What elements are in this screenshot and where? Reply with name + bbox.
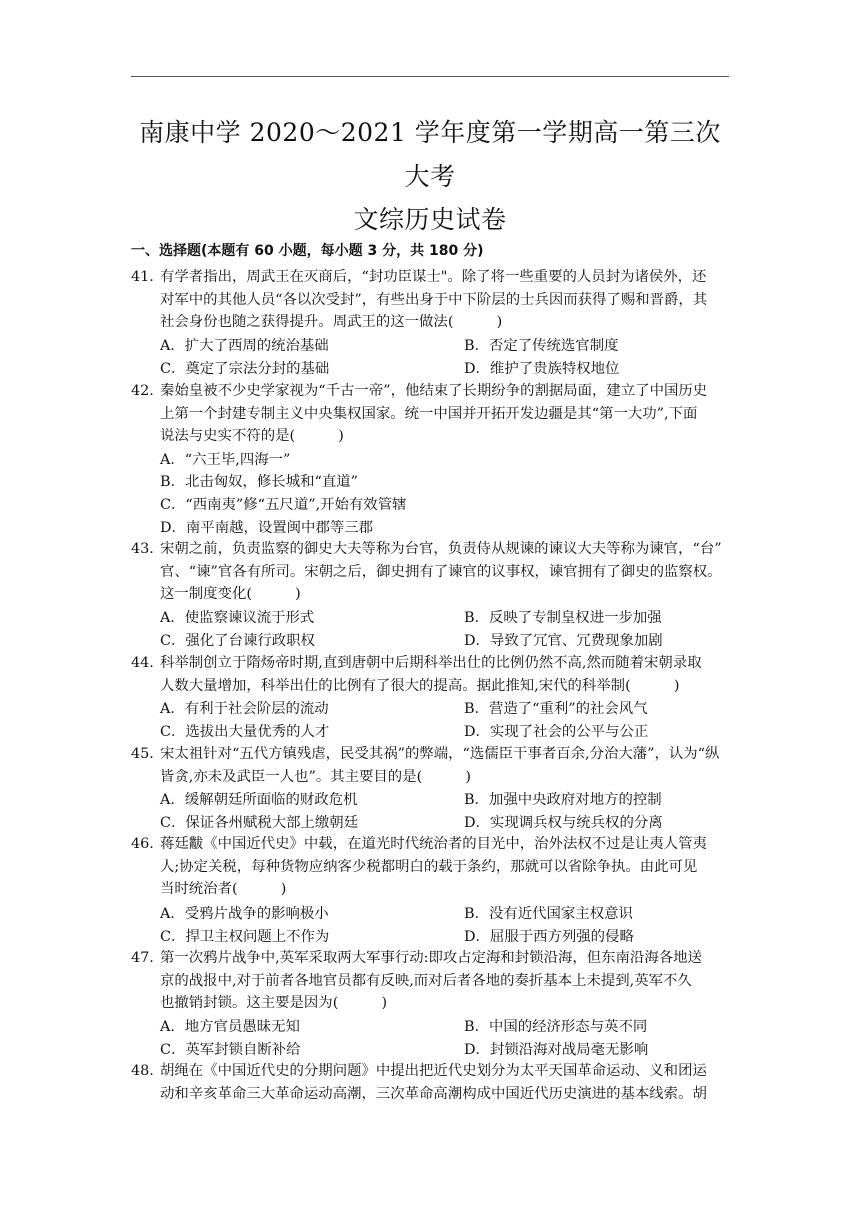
question-48 <box>131 1060 731 1105</box>
option-c[interactable]: C．奠定了宗法分封的基础 <box>160 361 330 377</box>
option-b[interactable]: B．营造了“重利”的社会风气 <box>464 701 648 717</box>
option-c[interactable]: C．保证各州赋税大部上缴朝廷 <box>160 815 359 831</box>
question-text: 有学者指出，周武王在灭商后，“封功臣谋士"。除了将一些重要的人员封为诸侯外，还 <box>160 269 707 285</box>
option-a[interactable]: A．地方官员愚昧无知 <box>160 1019 300 1035</box>
question-text: 动和辛亥革命三大革命运动高潮，三次革命高潮构成中国近代历史演进的基本线索。胡 <box>160 1085 707 1102</box>
question-text: 人;协定关税，每种货物应纳客少税都明白的载于条约，那就可以省除争执。由此可见 <box>160 858 698 875</box>
exam-title-line1: 南康中学 2020～2021 学年度第一学期高一第三次 <box>139 118 721 147</box>
option-c[interactable]: C．“西南夷”修“五尺道”,开始有效管辖 <box>160 497 407 513</box>
option-d[interactable]: D．导致了冗官、冗费现象加剧 <box>464 633 663 649</box>
question-number: 45. <box>131 746 154 762</box>
question-text: 宋朝之前，负责监察的御史大夫等称为台官，负责侍从规谏的谏议大夫等称为谏官，“台” <box>160 541 722 557</box>
question-text: 皆贪,亦未及武臣一人也”。其主要目的是( ) <box>160 768 471 785</box>
question-number: 43. <box>131 541 154 557</box>
option-b[interactable]: B．否定了传统选官制度 <box>464 338 619 354</box>
option-a[interactable]: A．使监察谏议流于形式 <box>160 610 315 626</box>
option-b[interactable]: B．加强中央政府对地方的控制 <box>464 792 662 808</box>
option-b[interactable]: B．北击匈奴，修长城和“直道” <box>160 474 358 490</box>
question-number: 47. <box>131 950 154 966</box>
option-c[interactable]: C．英军封锁自断补给 <box>160 1042 301 1058</box>
option-d[interactable]: D．实现调兵权与统兵权的分离 <box>464 815 663 831</box>
question-text: 也撤销封锁。这主要是因为( ) <box>160 995 388 1012</box>
question-text: 当时统治者( ) <box>160 881 287 898</box>
question-text: 宋太祖针对“五代方镇残虐，民受其祸”的弊端，“选儒臣干事者百余,分治大藩”，认为“纵 <box>160 746 720 762</box>
question-text: 上第一个封建专制主义中央集权国家。统一中国并开拓开发边疆是其“第一大功”,下面 <box>160 405 698 422</box>
question-text: 胡绳在《中国近代史的分期问题》中提出把近代史划分为太平天国革命运动、义和团运 <box>160 1063 707 1079</box>
question-text: 蒋廷黻《中国近代史》中载，在道光时代统治者的目光中，治外法权不过是让夷人管夷 <box>160 836 707 852</box>
question-text: 官、“谏”官各有所司。宋朝之后，御史拥有了谏官的议事权，谏官拥有了御史的监察权。 <box>160 563 722 580</box>
question-41 <box>131 266 731 334</box>
question-text: 秦始皇被不少史学家视为“千古一帝”，他结束了长期纷争的割据局面，建立了中国历史 <box>160 383 708 399</box>
question-42 <box>131 380 731 448</box>
option-d[interactable]: D．实现了社会的公平与公正 <box>464 724 649 740</box>
option-c[interactable]: C．捍卫主权问题上不作为 <box>160 929 330 945</box>
question-43 <box>131 538 731 606</box>
exam-subtitle: 文综历史试卷 <box>353 205 507 234</box>
question-number: 46. <box>131 836 154 852</box>
option-b[interactable]: B．反映了专制皇权进一步加强 <box>464 610 662 626</box>
header-rule <box>131 76 729 77</box>
question-text: 对军中的其他人员“各以次受封”，有些出身于中下阶层的士兵因而获得了赐和晋爵，其 <box>160 291 708 308</box>
option-d[interactable]: D．南平南越，设置闽中郡等三郡 <box>160 520 374 536</box>
question-number: 42. <box>131 383 154 399</box>
question-44 <box>131 652 731 697</box>
question-text: 说法与史实不符的是( ) <box>160 428 344 445</box>
question-number: 48. <box>131 1063 154 1079</box>
option-a[interactable]: A．缓解朝廷所面临的财政危机 <box>160 792 358 808</box>
question-text: 京的战报中,对于前者各地官员都有反映,而对后者各地的奏折基本上未提到,英军不久 <box>160 972 692 989</box>
option-b[interactable]: B．中国的经济形态与英不同 <box>464 1019 648 1035</box>
question-text: 科举制创立于隋炀帝时期,直到唐朝中后期科举出仕的比例仍然不高,然而随着宋朝录取 <box>160 655 702 671</box>
exam-title-line2: 大考 <box>404 162 456 191</box>
question-text: 社会身份也随之获得提升。周武王的这一做法( ) <box>160 314 503 331</box>
option-c[interactable]: C．强化了台谏行政职权 <box>160 633 315 649</box>
option-a[interactable]: A．受鸦片战争的影响极小 <box>160 906 329 922</box>
question-text: 人数大量增加，科举出仕的比例有了很大的提高。据此推知,宋代的科举制( ) <box>160 677 680 694</box>
option-d[interactable]: D．维护了贵族特权地位 <box>464 361 620 377</box>
option-a[interactable]: A．有利于社会阶层的流动 <box>160 701 329 717</box>
option-b[interactable]: B．没有近代国家主权意识 <box>464 906 633 922</box>
section-heading: 一、选择题(本题有 60 小题，每小题 3 分，共 180 分) <box>131 243 484 259</box>
question-text: 第一次鸦片战争中,英军采取两大军事行动:即攻占定海和封锁沿海，但东南沿海各地送 <box>160 950 702 966</box>
option-c[interactable]: C．选拔出大量优秀的人才 <box>160 724 330 740</box>
question-number: 44. <box>131 655 154 671</box>
option-d[interactable]: D．屈服于西方列强的侵略 <box>464 929 634 945</box>
question-47 <box>131 947 731 1015</box>
option-a[interactable]: A．“六王毕,四海一” <box>160 452 291 468</box>
question-45 <box>131 743 731 788</box>
option-d[interactable]: D．封锁沿海对战局毫无影响 <box>464 1042 649 1058</box>
option-a[interactable]: A．扩大了西周的统治基础 <box>160 338 329 354</box>
question-46 <box>131 833 731 901</box>
question-text: 这一制度变化( ) <box>160 586 301 603</box>
question-number: 41. <box>131 269 154 285</box>
